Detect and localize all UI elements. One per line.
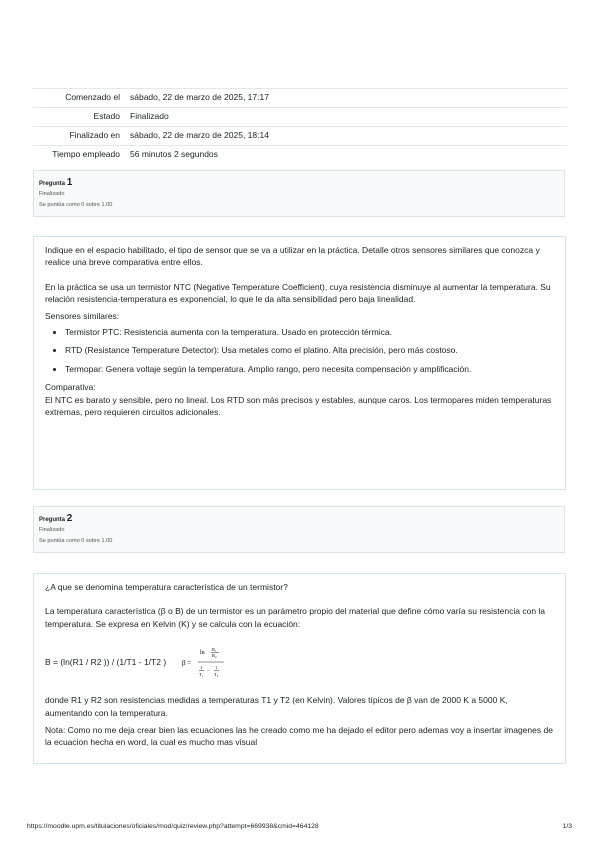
summary-value: sábado, 22 de marzo de 2025, 18:14 — [126, 127, 567, 146]
question-number — [39, 513, 559, 524]
summary-label: Tiempo empleado — [33, 146, 126, 165]
summary-value: Finalizado — [126, 108, 567, 127]
equation-r2: R₂ — [212, 653, 217, 659]
equation-ln: ln — [200, 650, 205, 657]
summary-row — [33, 127, 567, 146]
question-word: Pregunta — [39, 517, 66, 523]
equation-minus: − — [207, 669, 210, 675]
summary-row — [33, 108, 567, 127]
answer-intro: En la práctica se usa un termistor NTC (Negative Temperature Coefficient), cuya resistencia disminuye al aumentar la temperatura. Su relación resistencia-temperatura es exponencial, lo que le da alta sensibilidad pero baja linealidad. — [45, 281, 551, 305]
summary-value: sábado, 22 de marzo de 2025, 17:17 — [126, 89, 567, 108]
equation-t1: T₁ — [199, 672, 204, 678]
list-item: • Termopar: Genera voltaje según la temperatura. Amplio rango, pero necesita compensación y amplificación. — [65, 363, 554, 375]
question-state: Finalizado — [39, 191, 65, 197]
question-1-info — [33, 170, 565, 217]
similar-sensors-list — [45, 326, 554, 375]
question-word: Pregunta — [39, 181, 66, 187]
print-footer — [27, 823, 572, 830]
list-item: • Termistor PTC: Resistencia aumenta con la temperatura. Usado en protección térmica. — [65, 326, 554, 338]
summary-row — [33, 146, 567, 165]
comparison-text: El NTC es barato y sensible, pero no lineal. Los RTD son más precisos y estables, aunque caros. Los termopares miden temperaturas extremas, pero requieren circuitos adicionales. — [45, 394, 552, 418]
comparison-heading: Comparativa: — [45, 382, 96, 393]
equation-one-b: 1 — [215, 665, 218, 671]
summary-label: Estado — [33, 108, 126, 127]
question-1-content — [33, 236, 566, 490]
equation-one-a: 1 — [200, 665, 203, 671]
equation-image — [182, 642, 242, 682]
list-item: • RTD (Resistance Temperature Detector): Usa metales como el platino. Alta precisión, pero más costoso. — [65, 344, 554, 356]
question-number-value: 2 — [66, 513, 73, 524]
question-grade: Se puntúa como 0 sobre 1.00 — [39, 538, 113, 544]
summary-label: Finalizado en — [33, 127, 126, 146]
answer-paragraph: donde R1 y R2 son resistencias medidas a temperaturas T1 y T2 (en Kelvin). Valores típicos de β van de 2000 K a 5000 K, aumentando con la temperatura. — [45, 695, 508, 718]
formula-row — [45, 642, 554, 682]
summary-row — [33, 89, 567, 108]
page-number: 1/3 — [562, 823, 572, 830]
question-prompt: ¿A que se denomina temperatura característica de un termistor? — [45, 582, 288, 592]
question-grade: Se puntúa como 0 sobre 1.00 — [39, 202, 113, 208]
question-2-content — [33, 573, 566, 764]
question-2-info — [33, 506, 565, 553]
summary-value: 56 minutos 2 segundos — [126, 146, 567, 165]
similar-sensors-heading: Sensores similares: — [45, 310, 120, 321]
answer-text — [45, 605, 554, 748]
equation-t2: T₂ — [214, 672, 219, 678]
question-prompt: Indique en el espacio habilitado, el tipo de sensor que se va a utilizar en la práctica. Detalle otros sensores similares que conozca y realice una breve comparativa entre ellos. — [45, 245, 540, 268]
answer-note: Nota: Como no me deja crear bien las ecuaciones las he creado como me ha dejado el editor pero ademas voy a insertar imagenes de la ecuacion hecha en word, la cual es mucho mas visual — [45, 725, 553, 748]
page-url: https://moodle.upm.es/titulaciones/oficiales/mod/quiz/review.php?attempt=669938&cmid=464128 — [27, 823, 319, 830]
attempt-summary-table — [33, 88, 567, 164]
question-state: Finalizado — [39, 527, 65, 533]
summary-label: Comenzado el — [33, 89, 126, 108]
formula-text: B = (ln(R1 / R2 )) / (1/T1 - 1/T2 ) — [45, 657, 167, 668]
answer-text — [45, 281, 554, 419]
answer-paragraph: La temperatura característica (β o B) de un termistor es un parámetro propio del material que define cómo varía su resistencia con la temperatura. Se expresa en Kelvin (K) y se calcula con la ecuación: — [45, 606, 546, 629]
question-number — [39, 177, 559, 188]
equation-lhs: β = — [182, 659, 192, 668]
equation-r1: R₁ — [212, 647, 217, 653]
question-number-value: 1 — [66, 177, 73, 188]
